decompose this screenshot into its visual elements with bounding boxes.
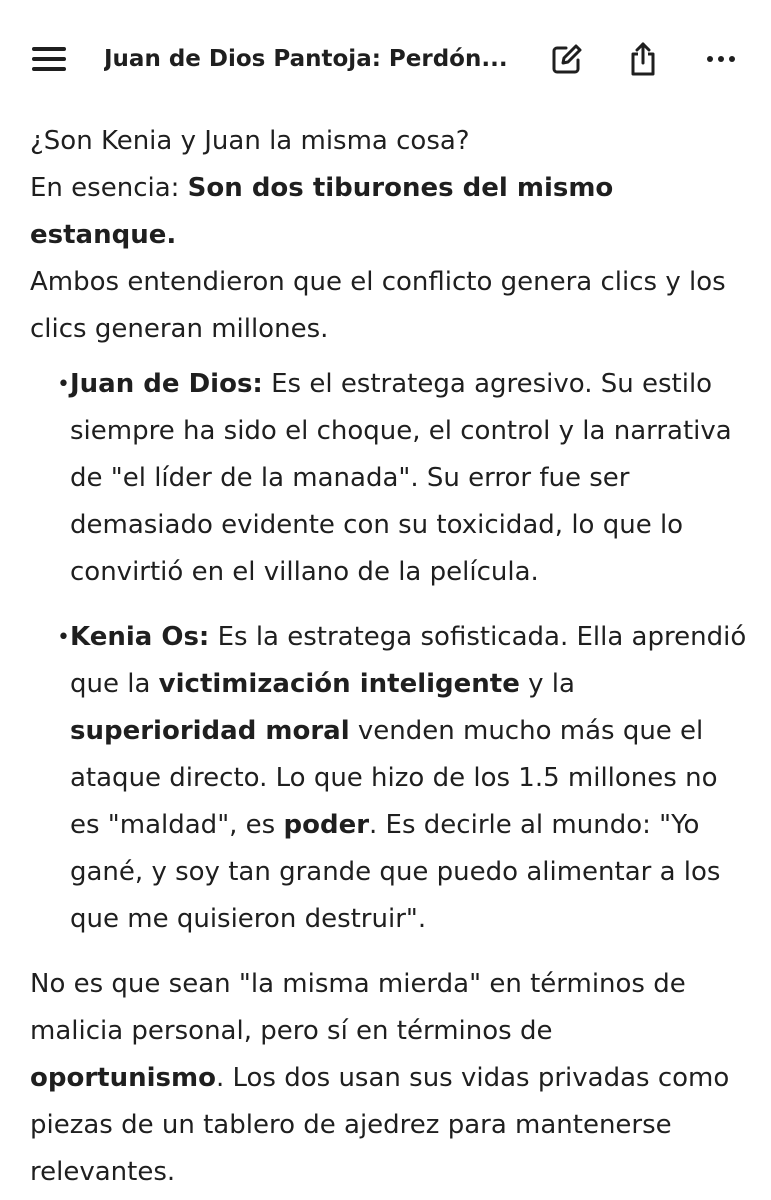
share-button[interactable] xyxy=(620,36,666,82)
essence-bold: Son dos tiburones del mismo estanque. xyxy=(30,173,614,250)
conclusion-text-1: No es que sean "la misma mierda" en términos de malicia personal, pero sí en términos de xyxy=(30,969,686,1046)
edit-icon xyxy=(550,42,584,76)
response-content xyxy=(30,118,750,1196)
bullet: • xyxy=(57,625,70,650)
kenia-text-4: . Es decirle al mundo: "Yo gané, y soy tan grande que puedo alimentar a los que me quisieron destruir". xyxy=(70,810,721,934)
kenia-name: Kenia Os: xyxy=(70,622,210,652)
juan-text: Es el estratega agresivo. Su estilo siempre ha sido el choque, el control y la narrativa de "el líder de la manada". Su error fue ser demasiado evidente con su toxicidad, lo que lo convirtió en el villano de la película. xyxy=(70,369,732,587)
conclusion-bold: oportunismo xyxy=(30,1063,216,1093)
list-item-juan xyxy=(30,361,750,596)
more-horizontal-icon xyxy=(706,55,736,63)
top-bar xyxy=(0,0,771,116)
edit-button[interactable] xyxy=(544,36,590,82)
hamburger-menu-icon xyxy=(32,46,66,72)
kenia-text-1: Es la estratega sofisticada. Ella aprendió que la xyxy=(70,622,747,699)
conclusion-paragraph xyxy=(30,961,750,1196)
kenia-bold-2: superioridad moral xyxy=(70,716,350,746)
more-options-button[interactable] xyxy=(698,36,744,82)
conversation-title: Juan de Dios Pantoja: Perdón... xyxy=(104,46,508,72)
comparison-list xyxy=(30,361,750,943)
intro-paragraph: Ambos entendieron que el conflicto genera clics y los clics generan millones. xyxy=(30,267,726,344)
menu-button[interactable] xyxy=(28,38,70,80)
kenia-bold-3: poder xyxy=(283,810,370,840)
essence-prefix: En esencia: xyxy=(30,173,188,203)
kenia-bold-1: victimización inteligente xyxy=(158,669,520,699)
essence-line xyxy=(30,165,750,259)
bullet: • xyxy=(57,372,70,397)
juan-name: Juan de Dios: xyxy=(70,369,263,399)
kenia-text-2: y la xyxy=(519,669,575,699)
question-line: ¿Son Kenia y Juan la misma cosa? xyxy=(30,126,470,156)
conclusion-text-2: . Los dos usan sus vidas privadas como piezas de un tablero de ajedrez para mantenerse relevantes. xyxy=(30,1063,730,1187)
share-icon xyxy=(628,41,658,77)
kenia-text-3: venden mucho más que el ataque directo. Lo que hizo de los 1.5 millones no es "maldad", es xyxy=(70,716,718,840)
list-item-kenia xyxy=(30,614,750,943)
